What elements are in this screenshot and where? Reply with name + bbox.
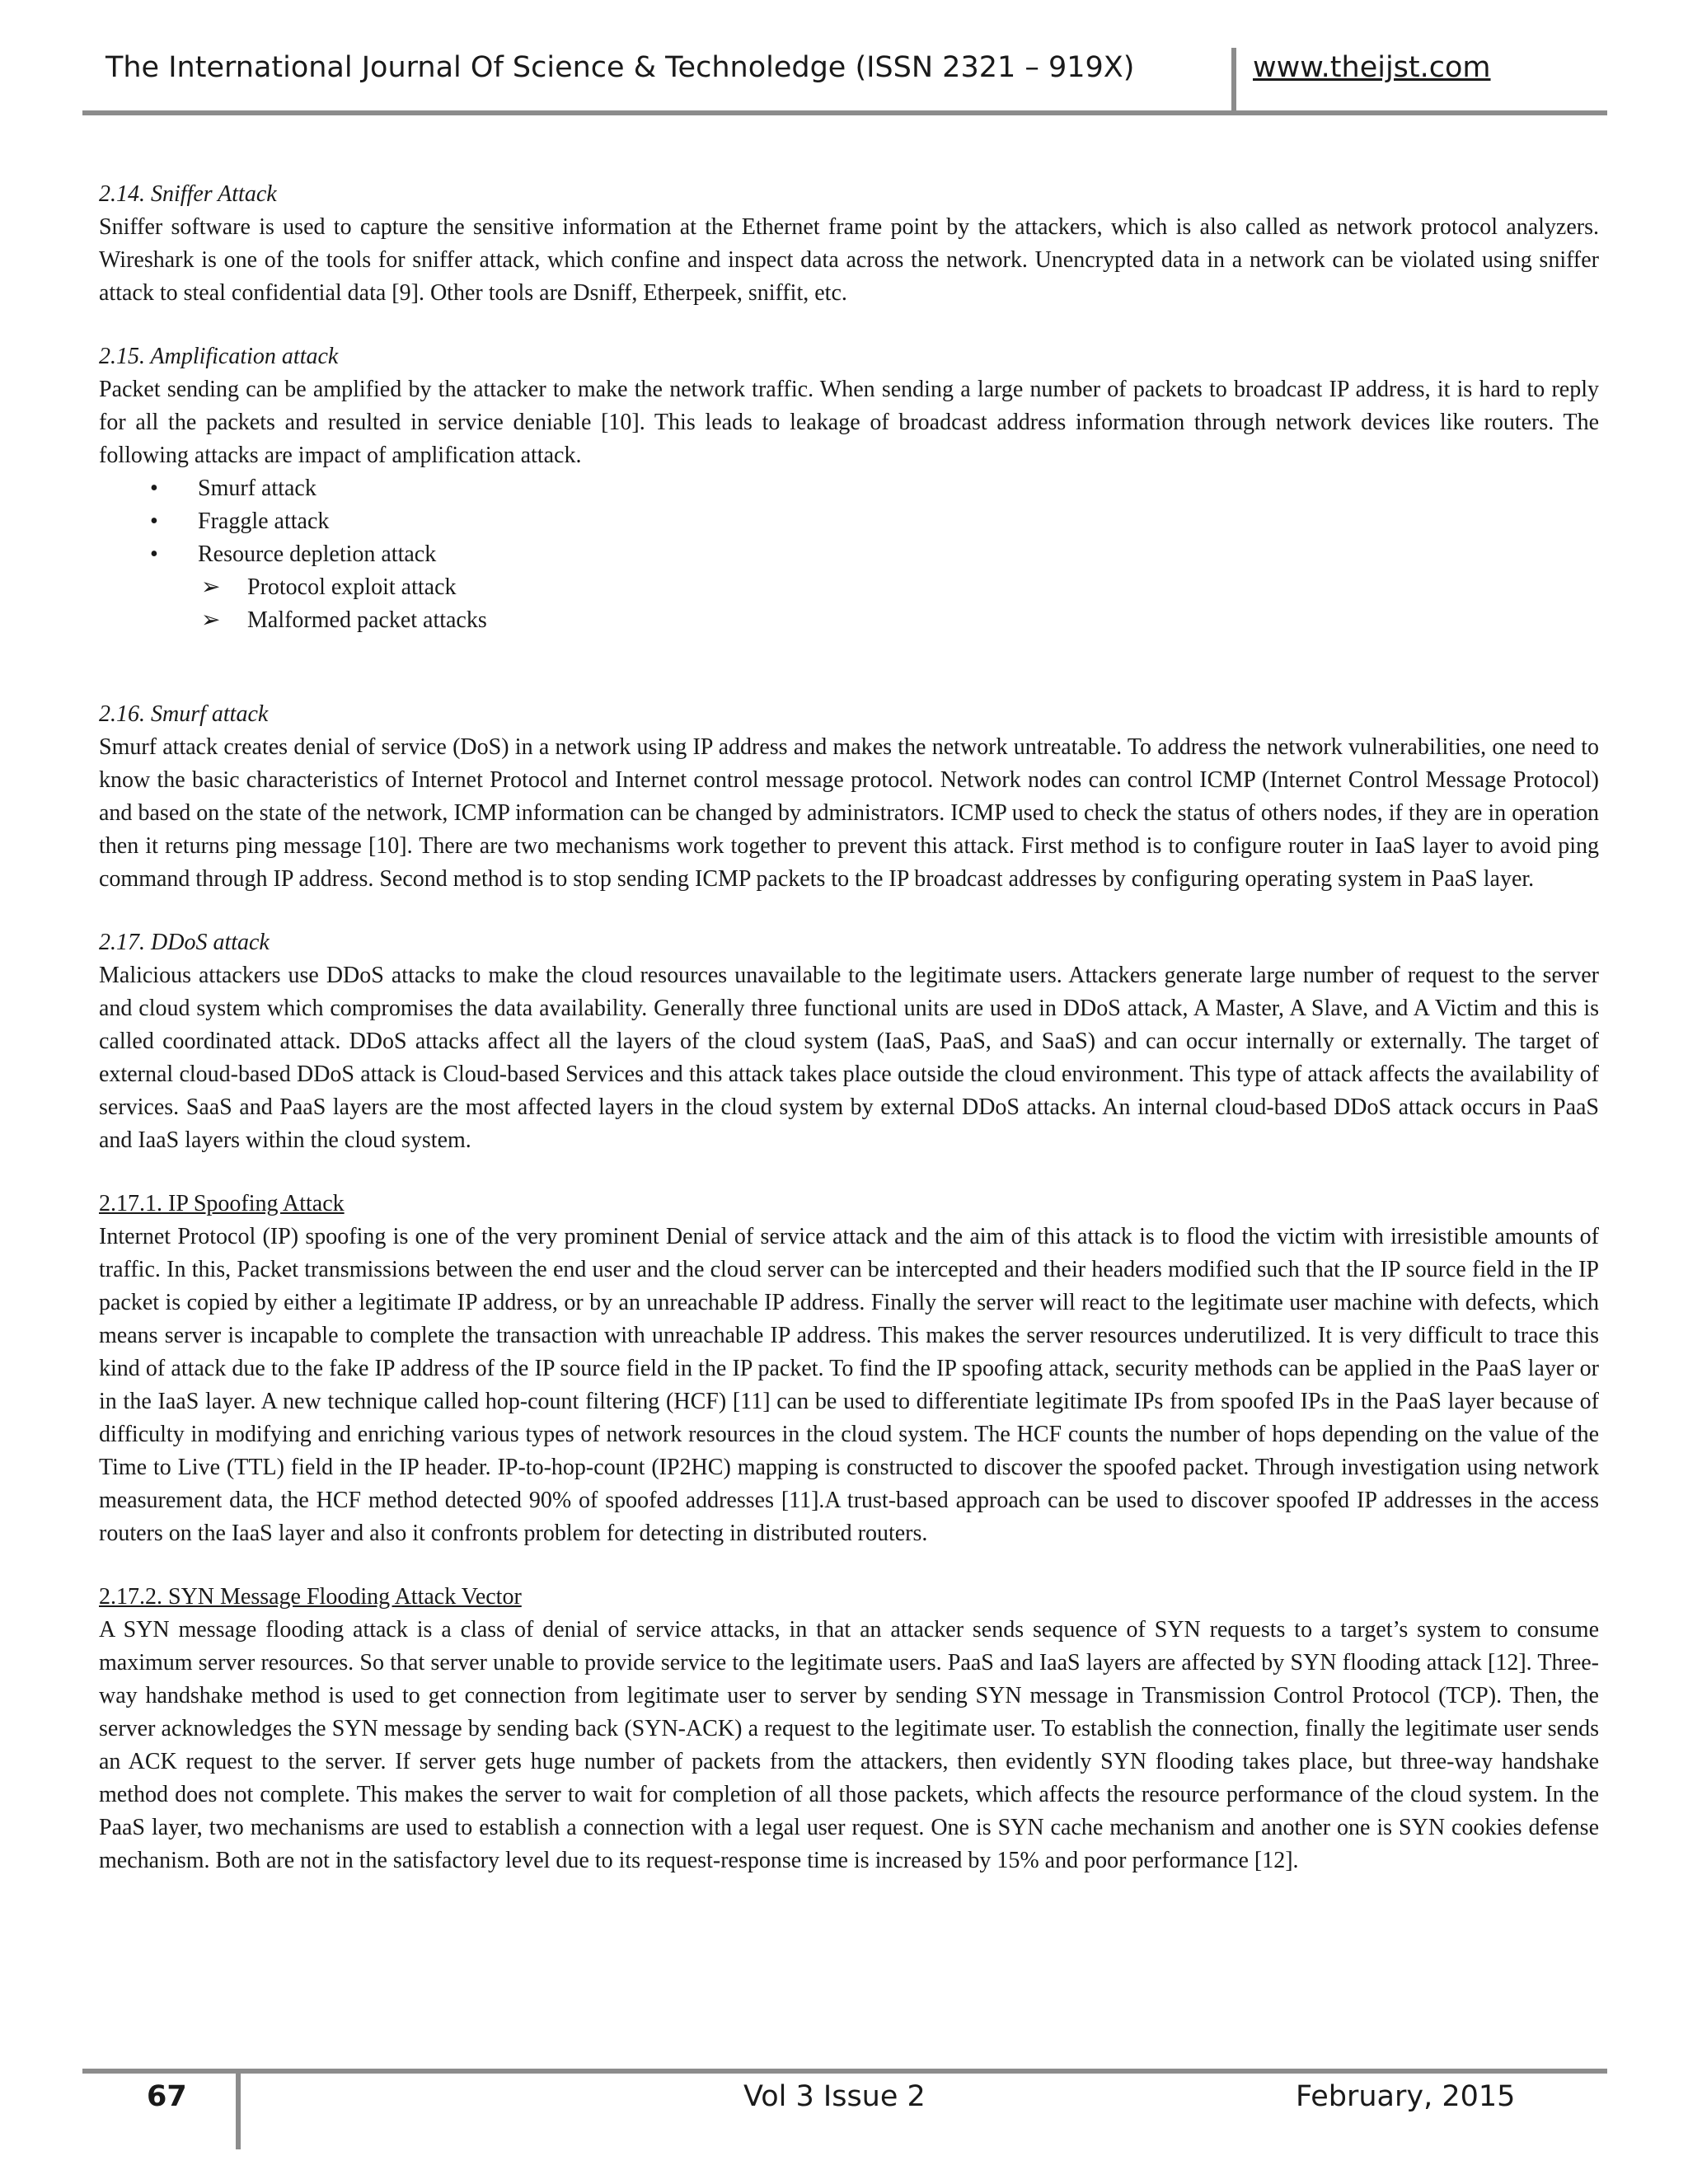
section-smurf-attack: [99, 698, 1599, 896]
section-amplification-attack: [99, 340, 1599, 637]
section-heading: 2.17.2. SYN Message Flooding Attack Vector: [99, 1584, 522, 1610]
sub-list-item: [99, 571, 1599, 604]
section-paragraph: A SYN message flooding attack is a class of denial of service attacks, in that an attacker sends sequence of SYN requests to a target’s system to consume maximum server resources. So that server unable to provide service to the legitimate users. PaaS and IaaS layers are affected by SYN flooding attack [12]. Three-way handshake method is used to get connection from legitimate user to server by sending SYN message in Transmission Control Protocol (TCP). Then, the server acknowledges the SYN message by sending back (SYN-ACK) a request to the legitimate user. To establish the connection, finally the legitimate user sends an ACK request to the server. If server gets huge number of packets from the attackers, then evidently SYN flooding takes place, but three-way handshake method does not complete. This makes the server to wait for completion of all those packets, which affects the resource performance of the cloud system. In the PaaS layer, two mechanisms are used to establish a connection with a legal user request. One is SYN cache mechanism and another one is SYN cookies defense mechanism. Both are not in the satisfactory level due to its request-response time is increased by 15% and poor performance [12].: [99, 1617, 1599, 1873]
list-item-text: Smurf attack: [198, 476, 316, 501]
page-header: [82, 48, 1607, 115]
list-item-text: Protocol exploit attack: [247, 574, 457, 600]
article-body: [99, 178, 1599, 1877]
section-paragraph: Malicious attackers use DDoS attacks to make the cloud resources unavailable to the legitimate users. Attackers generate large number of request to the server and cloud system which compromises the data availability. Generally three functional units are used in DDoS attack, A Master, A Slave, and A Victim and this is called coordinated attack. DDoS attacks affect all the layers of the cloud system (IaaS, PaaS, and SaaS) and can occur internally or externally. The target of external cloud-based DDoS attack is Cloud-based Services and this attack takes place outside the cloud environment. This type of attack affects the availability of services. SaaS and PaaS layers are the most affected layers in the cloud system by external DDoS attacks. An internal cloud-based DDoS attack occurs in PaaS and IaaS layers within the cloud system.: [99, 963, 1599, 1153]
header-separator: [1231, 48, 1236, 114]
section-sniffer-attack: [99, 178, 1599, 310]
section-heading: 2.14. Sniffer Attack: [99, 181, 277, 207]
section-ip-spoofing-attack: [99, 1188, 1599, 1550]
section-heading: 2.15. Amplification attack: [99, 344, 339, 369]
list-item-text: Fraggle attack: [198, 509, 330, 534]
page-footer: [82, 2069, 1607, 2151]
website-link[interactable]: www.theijst.com: [1253, 51, 1491, 84]
bullet-icon: •: [150, 509, 158, 534]
section-heading: 2.17.1. IP Spoofing Attack: [99, 1191, 345, 1216]
bullet-icon: •: [150, 476, 158, 501]
arrow-bullet-icon: ➢: [201, 607, 221, 633]
journal-title: The International Journal Of Science & Technoledge (ISSN 2321 – 919X): [106, 51, 1135, 84]
section-ddos-attack: [99, 926, 1599, 1157]
list-item-text: Resource depletion attack: [198, 541, 437, 567]
section-paragraph: Smurf attack creates denial of service (DoS) in a network using IP address and makes the network untreatable. To address the network vulnerabilities, one need to know the basic characteristics of Internet Protocol and Internet control message protocol. Network nodes can control ICMP (Internet Control Message Protocol) and based on the state of the network, ICMP information can be changed by administrators. ICMP used to check the status of others nodes, if they are in operation then it returns ping message [10]. There are two mechanisms work together to prevent this attack. First method is to configure router in IaaS layer to avoid ping command through IP address. Second method is to stop sending ICMP packets to the IP broadcast addresses by configuring operating system in PaaS layer.: [99, 734, 1599, 892]
footer-rule: [82, 2069, 1607, 2074]
section-heading: 2.16. Smurf attack: [99, 701, 269, 727]
attack-bullet-list: [99, 472, 1599, 571]
section-paragraph: Sniffer software is used to capture the sensitive information at the Ethernet frame point by the attackers, which is also called as network protocol analyzers. Wireshark is one of the tools for sniffer attack, which confine and inspect data across the network. Unencrypted data in a network can be violated using sniffer attack to steal confidential data [9]. Other tools are Dsniff, Etherpeek, sniffit, etc.: [99, 214, 1599, 306]
list-item: [99, 538, 1599, 571]
arrow-bullet-icon: ➢: [201, 574, 221, 600]
list-item: [99, 472, 1599, 505]
section-paragraph: Packet sending can be amplified by the attacker to make the network traffic. When sending a large number of packets to broadcast IP address, it is hard to reply for all the packets and resulted in service deniable [10]. This leads to leakage of broadcast address information through network devices like routers. The following attacks are impact of amplification attack.: [99, 377, 1599, 468]
list-item-text: Malformed packet attacks: [247, 607, 487, 633]
section-paragraph: Internet Protocol (IP) spoofing is one of the very prominent Denial of service attack and the aim of this attack is to flood the victim with irresistible amounts of traffic. In this, Packet transmissions between the end user and the cloud server can be intercepted and their headers modified such that the IP source field in the IP packet is copied by either a legitimate IP address, or by an unreachable IP address. Finally the server will react to the legitimate user machine with defects, which means server is incapable to complete the transaction with unreachable IP address. This makes the server resources underutilized. It is very difficult to trace this kind of attack due to the fake IP address of the IP source field in the IP packet. To find the IP spoofing attack, security methods can be applied in the PaaS layer or in the IaaS layer. A new technique called hop-count filtering (HCF) [11] can be used to differentiate legitimate IPs from spoofed IPs in the PaaS layer because of difficulty in modifying and enriching various types of network resources in the cloud system. The HCF counts the number of hops depending on the value of the Time to Live (TTL) field in the IP header. IP-to-hop-count (IP2HC) mapping is constructed to discover the spoofed packet. Through investigation using network measurement data, the HCF method detected 90% of spoofed addresses [11].A trust-based approach can be used to discover spoofed IP addresses in the access routers on the IaaS layer and also it confronts problem for detecting in distributed routers.: [99, 1224, 1599, 1546]
section-syn-flooding-attack: [99, 1581, 1599, 1877]
attack-sub-list: [99, 571, 1599, 637]
list-item: [99, 505, 1599, 538]
publication-date: February, 2015: [1296, 2080, 1516, 2113]
section-heading: 2.17. DDoS attack: [99, 930, 270, 955]
footer-separator: [236, 2069, 241, 2149]
header-rule: [82, 110, 1607, 115]
bullet-icon: •: [150, 541, 158, 567]
page-number: 67: [147, 2080, 187, 2113]
volume-issue: Vol 3 Issue 2: [743, 2080, 926, 2113]
sub-list-item: [99, 604, 1599, 637]
